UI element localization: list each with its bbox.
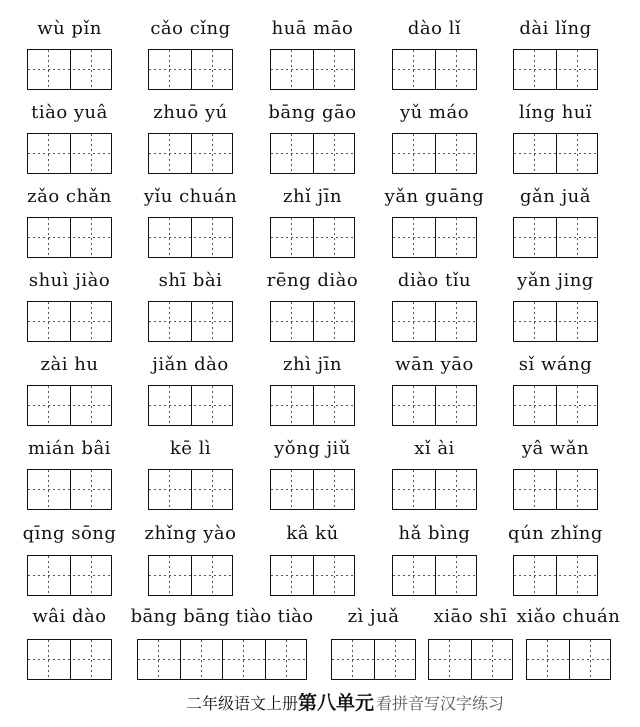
pinyin-label: zhǐ jīn — [283, 186, 342, 207]
grid-cell-midline — [456, 556, 457, 595]
grid-cell-midline — [534, 50, 535, 89]
grid-cell-midline — [48, 218, 49, 257]
writing-grid[interactable] — [392, 385, 477, 426]
grid-cell-midline — [169, 470, 170, 509]
writing-grid[interactable] — [392, 469, 477, 510]
grid-cell-divider — [313, 556, 314, 595]
pinyin-label: jiǎn dào — [152, 354, 229, 375]
pinyin-label: kâ kǔ — [286, 523, 339, 544]
grid-cell-midline — [413, 470, 414, 509]
pinyin-label: cǎo cǐng — [150, 18, 231, 39]
writing-grid[interactable] — [392, 555, 477, 596]
grid-cell-midline — [352, 640, 353, 679]
grid-cell-midline — [534, 556, 535, 595]
pinyin-label: yǎn guāng — [384, 186, 485, 207]
writing-grid[interactable] — [513, 217, 598, 258]
writing-grid[interactable] — [27, 469, 112, 510]
grid-cell-midline — [91, 50, 92, 89]
grid-cell-midline — [456, 470, 457, 509]
pinyin-label: zǎo chǎn — [27, 186, 112, 207]
pinyin-label: shī bài — [158, 270, 223, 291]
writing-grid[interactable] — [148, 217, 233, 258]
writing-grid[interactable] — [392, 301, 477, 342]
grid-cell-midline — [291, 218, 292, 257]
grid-cell-midline — [334, 470, 335, 509]
grid-cell-midline — [48, 386, 49, 425]
writing-grid[interactable] — [27, 385, 112, 426]
grid-cell-midline — [48, 134, 49, 173]
grid-cell-divider — [191, 556, 192, 595]
grid-cell-midline — [212, 302, 213, 341]
grid-cell-midline — [413, 386, 414, 425]
writing-grid[interactable] — [513, 49, 598, 90]
footer-watermark: 看拼音写汉字练习 — [376, 694, 505, 713]
writing-grid[interactable] — [270, 49, 355, 90]
grid-cell-midline — [291, 134, 292, 173]
pinyin-label: tiào yuâ — [31, 102, 108, 123]
grid-cell-midline — [534, 218, 535, 257]
grid-cell-midline — [48, 302, 49, 341]
writing-grid[interactable] — [270, 469, 355, 510]
pinyin-label: mián bâi — [28, 438, 111, 459]
grid-cell-midline — [456, 302, 457, 341]
grid-cell-midline — [577, 556, 578, 595]
grid-cell-divider — [70, 302, 71, 341]
pinyin-label: yǎn jing — [517, 270, 594, 291]
grid-cell-midline — [291, 302, 292, 341]
grid-cell-divider — [435, 470, 436, 509]
grid-cell-midline — [212, 386, 213, 425]
pinyin-label: dào lǐ — [407, 18, 462, 39]
pinyin-label: rēng diào — [266, 270, 359, 291]
grid-cell-midline — [413, 302, 414, 341]
grid-cell-midline — [158, 640, 159, 679]
grid-cell-midline — [243, 640, 244, 679]
writing-grid[interactable] — [392, 133, 477, 174]
grid-cell-midline — [91, 640, 92, 679]
writing-grid[interactable] — [513, 133, 598, 174]
writing-grid[interactable] — [148, 301, 233, 342]
grid-cell-midline — [534, 386, 535, 425]
pinyin-label: bāng gāo — [268, 102, 357, 123]
grid-cell-divider — [435, 218, 436, 257]
grid-cell-midline — [492, 640, 493, 679]
grid-cell-midline — [48, 640, 49, 679]
grid-cell-midline — [201, 640, 202, 679]
grid-cell-midline — [456, 50, 457, 89]
writing-grid[interactable] — [513, 385, 598, 426]
writing-grid[interactable] — [27, 217, 112, 258]
grid-cell-divider — [556, 50, 557, 89]
writing-grid[interactable] — [513, 469, 598, 510]
grid-cell-midline — [91, 218, 92, 257]
grid-cell-divider — [556, 386, 557, 425]
writing-grid[interactable] — [270, 555, 355, 596]
grid-cell-midline — [334, 386, 335, 425]
grid-cell-midline — [212, 556, 213, 595]
grid-cell-midline — [169, 50, 170, 89]
grid-cell-divider — [70, 218, 71, 257]
grid-cell-midline — [547, 640, 548, 679]
writing-grid[interactable] — [27, 555, 112, 596]
pinyin-label: diào tǐu — [397, 270, 472, 291]
grid-cell-divider — [556, 556, 557, 595]
writing-grid[interactable] — [148, 49, 233, 90]
pinyin-label: zhǐng yào — [144, 523, 237, 544]
grid-cell-midline — [291, 386, 292, 425]
grid-cell-midline — [577, 134, 578, 173]
grid-cell-midline — [456, 386, 457, 425]
grid-cell-midline — [169, 302, 170, 341]
grid-cell-divider — [556, 302, 557, 341]
pinyin-label: qīng sōng — [22, 523, 117, 544]
footer-title: 二年级语文上册 — [186, 694, 299, 713]
pinyin-label: xiǎo chuán — [516, 606, 621, 627]
grid-cell-midline — [212, 50, 213, 89]
writing-grid[interactable] — [148, 133, 233, 174]
grid-cell-midline — [590, 640, 591, 679]
pinyin-label: dài lǐng — [519, 18, 592, 39]
grid-cell-divider — [435, 302, 436, 341]
writing-grid[interactable] — [392, 49, 477, 90]
grid-cell-divider — [70, 50, 71, 89]
grid-cell-divider — [313, 134, 314, 173]
grid-cell-divider — [556, 218, 557, 257]
grid-cell-midline — [334, 218, 335, 257]
grid-cell-divider — [471, 640, 472, 679]
grid-cell-divider — [191, 386, 192, 425]
grid-cell-midline — [334, 556, 335, 595]
pinyin-label: wâi dào — [32, 606, 107, 627]
pinyin-label: zhuō yú — [153, 102, 228, 123]
grid-cell-divider — [435, 386, 436, 425]
grid-cell-midline — [212, 470, 213, 509]
grid-cell-divider — [180, 640, 181, 679]
writing-grid[interactable] — [270, 301, 355, 342]
grid-cell-midline — [286, 640, 287, 679]
writing-grid[interactable] — [27, 301, 112, 342]
grid-cell-midline — [334, 50, 335, 89]
grid-cell-divider — [556, 470, 557, 509]
writing-grid[interactable] — [513, 555, 598, 596]
grid-cell-midline — [413, 134, 414, 173]
footer-unit-label: 第八单元 — [298, 692, 375, 714]
grid-cell-divider — [313, 386, 314, 425]
grid-cell-divider — [313, 302, 314, 341]
pinyin-label: xiāo shī — [433, 606, 508, 627]
pinyin-label: kē lì — [169, 438, 212, 459]
writing-grid[interactable] — [27, 639, 112, 680]
grid-cell-divider — [191, 302, 192, 341]
writing-grid[interactable] — [148, 385, 233, 426]
grid-cell-divider — [222, 640, 223, 679]
grid-cell-midline — [534, 134, 535, 173]
grid-cell-divider — [191, 470, 192, 509]
pinyin-label: zhì jīn — [283, 354, 342, 375]
grid-cell-divider — [70, 134, 71, 173]
grid-cell-midline — [449, 640, 450, 679]
pinyin-label: hǎ bìng — [398, 523, 471, 544]
writing-grid[interactable] — [392, 217, 477, 258]
pinyin-label: wù pǐn — [37, 18, 102, 39]
pinyin-label: bāng bāng tiào tiào — [130, 606, 314, 627]
grid-cell-divider — [265, 640, 266, 679]
grid-cell-midline — [456, 134, 457, 173]
pinyin-label: yǔ máo — [399, 102, 470, 123]
grid-cell-divider — [313, 218, 314, 257]
grid-cell-divider — [70, 386, 71, 425]
grid-cell-midline — [169, 386, 170, 425]
writing-grid[interactable] — [270, 385, 355, 426]
grid-cell-midline — [212, 218, 213, 257]
grid-cell-midline — [413, 50, 414, 89]
grid-cell-midline — [169, 556, 170, 595]
grid-cell-midline — [91, 302, 92, 341]
grid-cell-midline — [291, 50, 292, 89]
writing-grid[interactable] — [270, 217, 355, 258]
pinyin-label: yǐu chuán — [143, 186, 238, 207]
writing-grid[interactable] — [148, 555, 233, 596]
grid-cell-midline — [577, 470, 578, 509]
grid-cell-divider — [569, 640, 570, 679]
grid-cell-midline — [413, 556, 414, 595]
grid-cell-midline — [48, 470, 49, 509]
writing-grid[interactable] — [428, 639, 513, 680]
pinyin-label: líng huï — [518, 102, 593, 123]
grid-cell-divider — [191, 134, 192, 173]
writing-grid[interactable] — [270, 133, 355, 174]
grid-cell-midline — [91, 386, 92, 425]
pinyin-label: sǐ wáng — [518, 354, 593, 375]
pinyin-label: zài hu — [40, 354, 99, 375]
writing-grid[interactable] — [513, 301, 598, 342]
pinyin-label: zì juǎ — [347, 606, 400, 627]
grid-cell-divider — [435, 50, 436, 89]
writing-grid[interactable] — [27, 133, 112, 174]
writing-grid[interactable] — [137, 639, 307, 680]
pinyin-label: wān yāo — [395, 354, 474, 375]
grid-cell-divider — [70, 470, 71, 509]
grid-cell-divider — [313, 50, 314, 89]
grid-cell-midline — [577, 386, 578, 425]
footer-caption — [186, 686, 636, 720]
grid-cell-midline — [212, 134, 213, 173]
grid-cell-midline — [534, 470, 535, 509]
pinyin-label: yâ wǎn — [521, 438, 590, 459]
writing-grid[interactable] — [331, 639, 416, 680]
grid-cell-midline — [48, 556, 49, 595]
grid-cell-divider — [556, 134, 557, 173]
grid-cell-midline — [577, 302, 578, 341]
pinyin-label: yǒng jiǔ — [274, 438, 351, 459]
grid-cell-midline — [456, 218, 457, 257]
grid-cell-midline — [534, 302, 535, 341]
grid-cell-midline — [291, 470, 292, 509]
grid-cell-divider — [70, 556, 71, 595]
grid-cell-midline — [334, 134, 335, 173]
pinyin-label: qún zhǐng — [508, 523, 603, 544]
grid-cell-midline — [334, 302, 335, 341]
grid-cell-divider — [374, 640, 375, 679]
pinyin-label: shuì jiào — [28, 270, 111, 291]
grid-cell-midline — [48, 50, 49, 89]
grid-cell-divider — [313, 470, 314, 509]
grid-cell-midline — [395, 640, 396, 679]
writing-grid[interactable] — [526, 639, 611, 680]
pinyin-label: gǎn juǎ — [520, 186, 591, 207]
grid-cell-midline — [91, 556, 92, 595]
grid-cell-divider — [191, 218, 192, 257]
writing-grid[interactable] — [148, 469, 233, 510]
pinyin-label: xǐ ài — [414, 438, 455, 459]
grid-cell-midline — [91, 470, 92, 509]
pinyin-label: huā māo — [271, 18, 354, 39]
grid-cell-midline — [413, 218, 414, 257]
grid-cell-divider — [435, 556, 436, 595]
grid-cell-midline — [91, 134, 92, 173]
writing-grid[interactable] — [27, 49, 112, 90]
grid-cell-midline — [169, 218, 170, 257]
grid-cell-divider — [191, 50, 192, 89]
grid-cell-divider — [435, 134, 436, 173]
grid-cell-midline — [577, 50, 578, 89]
grid-cell-divider — [70, 640, 71, 679]
grid-cell-midline — [291, 556, 292, 595]
grid-cell-midline — [577, 218, 578, 257]
grid-cell-midline — [169, 134, 170, 173]
